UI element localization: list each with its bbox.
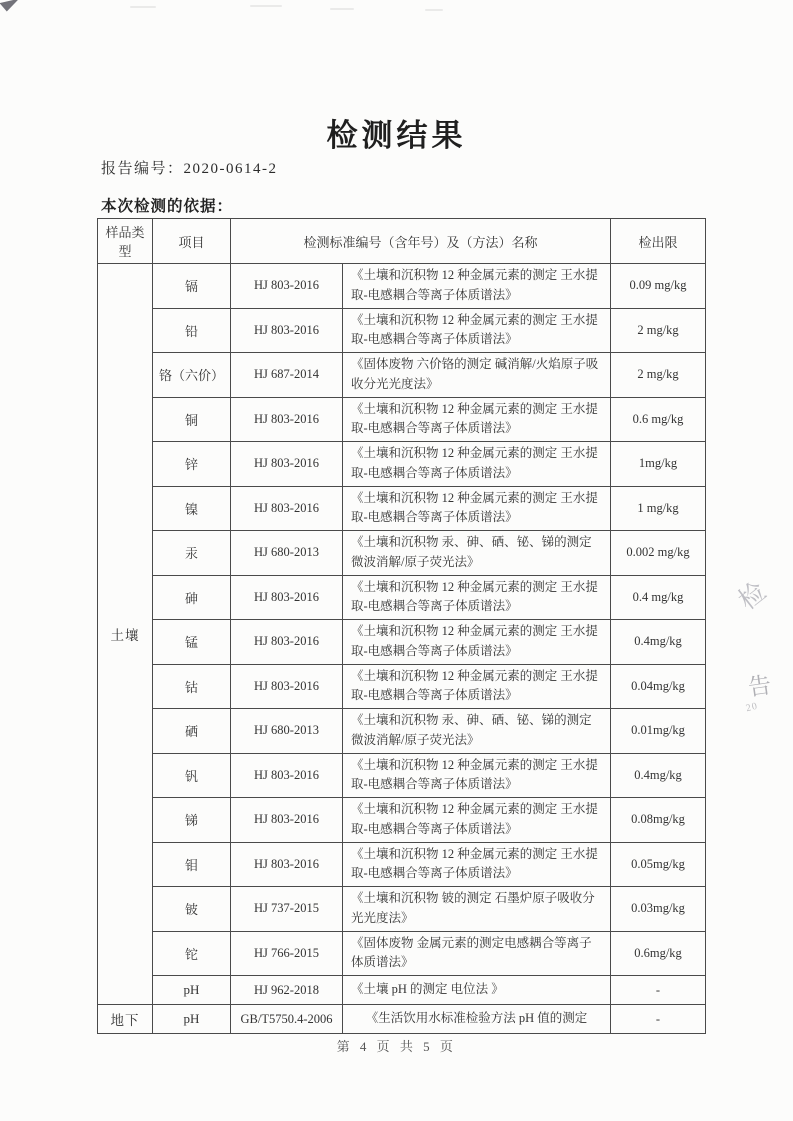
- standard-number-cell: HJ 803-2016: [231, 664, 343, 709]
- item-cell: 汞: [153, 531, 231, 576]
- standard-number-cell: HJ 962-2018: [231, 976, 343, 1005]
- table-row: [98, 976, 706, 1005]
- standards-table: [97, 218, 706, 1034]
- detection-limit-cell: 2 mg/kg: [611, 353, 706, 398]
- table-row: [98, 442, 706, 487]
- method-name-cell: 《固体废物 金属元素的测定电感耦合等离子体质谱法》: [343, 931, 611, 976]
- report-number-value: 2020-0614-2: [183, 161, 278, 177]
- detection-limit-cell: -: [611, 976, 706, 1005]
- item-cell: 锌: [153, 442, 231, 487]
- table-row: [98, 931, 706, 976]
- item-cell: 锑: [153, 798, 231, 843]
- detection-limit-cell: 0.6 mg/kg: [611, 397, 706, 442]
- detection-limit-cell: 0.4mg/kg: [611, 620, 706, 665]
- standard-number-cell: HJ 803-2016: [231, 397, 343, 442]
- detection-limit-cell: 0.08mg/kg: [611, 798, 706, 843]
- item-cell: 钼: [153, 842, 231, 887]
- standard-number-cell: HJ 680-2013: [231, 531, 343, 576]
- table-row: [98, 709, 706, 754]
- method-name-cell: 《土壤 pH 的测定 电位法 》: [343, 976, 611, 1005]
- standard-number-cell: HJ 803-2016: [231, 575, 343, 620]
- table-row: [98, 842, 706, 887]
- item-cell: 铜: [153, 397, 231, 442]
- col-header-item: 项目: [153, 219, 231, 264]
- detection-limit-cell: 1 mg/kg: [611, 486, 706, 531]
- standard-number-cell: HJ 680-2013: [231, 709, 343, 754]
- detection-limit-cell: 0.01mg/kg: [611, 709, 706, 754]
- standard-number-cell: HJ 803-2016: [231, 842, 343, 887]
- scan-smudge: [250, 5, 282, 7]
- method-name-cell: 《土壤和沉积物 12 种金属元素的测定 王水提取-电感耦合等离子体质谱法》: [343, 575, 611, 620]
- col-header-sample-type: 样品类型: [98, 219, 153, 264]
- scan-smudge: [425, 9, 443, 11]
- standard-number-cell: HJ 803-2016: [231, 753, 343, 798]
- method-name-cell: 《土壤和沉积物 12 种金属元素的测定 王水提取-电感耦合等离子体质谱法》: [343, 620, 611, 665]
- standard-number-cell: HJ 803-2016: [231, 486, 343, 531]
- item-cell: 铅: [153, 308, 231, 353]
- detection-limit-cell: 0.03mg/kg: [611, 887, 706, 932]
- table-row: [98, 531, 706, 576]
- table-row: [98, 798, 706, 843]
- item-cell: 砷: [153, 575, 231, 620]
- col-header-standard: 检测标准编号（含年号）及（方法）名称: [231, 219, 611, 264]
- detection-limit-cell: 2 mg/kg: [611, 308, 706, 353]
- standard-number-cell: HJ 803-2016: [231, 442, 343, 487]
- standard-number-cell: HJ 803-2016: [231, 620, 343, 665]
- standard-number-cell: HJ 737-2015: [231, 887, 343, 932]
- detection-limit-cell: 0.002 mg/kg: [611, 531, 706, 576]
- method-name-cell: 《土壤和沉积物 12 种金属元素的测定 王水提取-电感耦合等离子体质谱法》: [343, 264, 611, 309]
- page-title: 检测结果: [326, 118, 467, 153]
- table-row: [98, 1005, 706, 1034]
- col-header-limit: 检出限: [611, 219, 706, 264]
- method-name-cell: 《土壤和沉积物 12 种金属元素的测定 王水提取-电感耦合等离子体质谱法》: [343, 664, 611, 709]
- detection-limit-cell: 0.05mg/kg: [611, 842, 706, 887]
- item-cell: pH: [153, 976, 231, 1005]
- method-name-cell: 《固体废物 六价铬的测定 碱消解/火焰原子吸收分光光度法》: [343, 353, 611, 398]
- detection-limit-cell: 0.6mg/kg: [611, 931, 706, 976]
- item-cell: 铬（六价）: [153, 353, 231, 398]
- method-name-cell: 《土壤和沉积物 汞、砷、硒、铋、锑的测定 微波消解/原子荧光法》: [343, 531, 611, 576]
- method-name-cell: 《土壤和沉积物 12 种金属元素的测定 王水提取-电感耦合等离子体质谱法》: [343, 486, 611, 531]
- detection-limit-cell: -: [611, 1005, 706, 1034]
- table-row: [98, 753, 706, 798]
- stamp-fragment-numbers: 20: [744, 700, 760, 715]
- table-row: [98, 664, 706, 709]
- sample-type-cell: 土壤: [98, 264, 153, 1005]
- stamp-fragment-char: 检: [733, 576, 772, 616]
- method-name-cell: 《土壤和沉积物 12 种金属元素的测定 王水提取-电感耦合等离子体质谱法》: [343, 753, 611, 798]
- table-row: [98, 308, 706, 353]
- report-number-label: 报告编号：: [101, 161, 184, 177]
- page-footer: 第 4 页 共 5 页: [336, 1039, 457, 1054]
- item-cell: 铊: [153, 931, 231, 976]
- method-name-cell: 《土壤和沉积物 12 种金属元素的测定 王水提取-电感耦合等离子体质谱法》: [343, 308, 611, 353]
- standard-number-cell: HJ 803-2016: [231, 264, 343, 309]
- detection-limit-cell: 0.4mg/kg: [611, 753, 706, 798]
- method-name-cell: 《生活饮用水标准检验方法 pH 值的测定: [343, 1005, 611, 1034]
- item-cell: 镉: [153, 264, 231, 309]
- table-row: [98, 887, 706, 932]
- method-name-cell: 《土壤和沉积物 12 种金属元素的测定 王水提取-电感耦合等离子体质谱法》: [343, 397, 611, 442]
- standard-number-cell: HJ 803-2016: [231, 798, 343, 843]
- scan-smudge: [330, 8, 354, 10]
- sample-type-cell: 地下: [98, 1005, 153, 1034]
- table-row: [98, 397, 706, 442]
- method-name-cell: 《土壤和沉积物 汞、砷、硒、铋、锑的测定 微波消解/原子荧光法》: [343, 709, 611, 754]
- item-cell: 钒: [153, 753, 231, 798]
- item-cell: 铍: [153, 887, 231, 932]
- table-row: [98, 353, 706, 398]
- item-cell: pH: [153, 1005, 231, 1034]
- method-name-cell: 《土壤和沉积物 12 种金属元素的测定 王水提取-电感耦合等离子体质谱法》: [343, 442, 611, 487]
- table-row: [98, 486, 706, 531]
- method-name-cell: 《土壤和沉积物 铍的测定 石墨炉原子吸收分光光度法》: [343, 887, 611, 932]
- detection-limit-cell: 0.4 mg/kg: [611, 575, 706, 620]
- item-cell: 镍: [153, 486, 231, 531]
- report-number-line: [101, 157, 278, 178]
- detection-limit-cell: 0.04mg/kg: [611, 664, 706, 709]
- standard-number-cell: HJ 687-2014: [231, 353, 343, 398]
- method-name-cell: 《土壤和沉积物 12 种金属元素的测定 王水提取-电感耦合等离子体质谱法》: [343, 842, 611, 887]
- basis-heading: 本次检测的依据：: [101, 198, 234, 215]
- table-header-row: [98, 219, 706, 264]
- standard-number-cell: GB/T5750.4-2006: [231, 1005, 343, 1034]
- standard-number-cell: HJ 766-2015: [231, 931, 343, 976]
- item-cell: 钴: [153, 664, 231, 709]
- table-row: [98, 575, 706, 620]
- standard-number-cell: HJ 803-2016: [231, 308, 343, 353]
- stamp-wedge-mark: [0, 0, 21, 12]
- method-name-cell: 《土壤和沉积物 12 种金属元素的测定 王水提取-电感耦合等离子体质谱法》: [343, 798, 611, 843]
- table-row: [98, 620, 706, 665]
- detection-limit-cell: 1mg/kg: [611, 442, 706, 487]
- detection-limit-cell: 0.09 mg/kg: [611, 264, 706, 309]
- item-cell: 锰: [153, 620, 231, 665]
- item-cell: 硒: [153, 709, 231, 754]
- scan-smudge: [130, 6, 156, 8]
- stamp-fragment-char: 告: [746, 672, 773, 701]
- table-row: [98, 264, 706, 309]
